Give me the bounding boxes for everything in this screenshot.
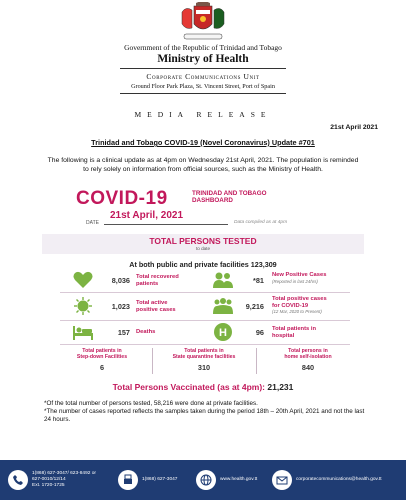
phone-icon [8, 470, 28, 490]
self-isolation-value: 840 [301, 363, 315, 372]
intro-paragraph: The following is a clinical update as at 4pm on Wednesday 21st April, 2021. The population is reminded to rely solely on information from official sources, such as the Ministry of Health. [47, 157, 359, 173]
new-cases-sublabel: (Reported in last 24hrs) [272, 278, 318, 284]
column-separator [256, 348, 257, 374]
step-down-label-line2: Step-down Facilities [76, 354, 128, 360]
deaths-label: Deaths [136, 329, 156, 335]
footer-phone [8, 460, 96, 500]
new-cases-label [272, 272, 326, 285]
to-date-label: to date [195, 246, 211, 251]
dashboard-subtitle-line1: TRINIDAD AND TOBAGO [192, 190, 267, 197]
contact-footer [0, 460, 406, 500]
facilities-total: At both public and private facilities 123,309 [129, 260, 277, 269]
total-positive-label [272, 296, 327, 316]
email-icon [272, 470, 292, 490]
total-positive-label-line2: for COVID-19 [272, 302, 309, 309]
self-isolation-label-line1: Total persons in [288, 348, 328, 354]
phone-line1: 1(868) 627-3047/ 623-8492 or [32, 471, 97, 476]
dashboard-date: 21st April, 2021 [110, 210, 184, 221]
new-cases-label-line1: New Positive Cases [272, 272, 327, 278]
step-down-label-line1: Total patients in [82, 348, 122, 354]
footnote-sample-period: *The number of cases reported reflects the samples taken during the period 18th – 20th April, 2021 and not the last 24 hours. [44, 408, 365, 423]
step-down-cell [54, 348, 150, 372]
state-quarantine-cell [154, 348, 254, 372]
phone-numbers [32, 471, 96, 489]
state-quarantine-label-line1: Total patients in [184, 348, 224, 354]
ministry-name: Ministry of Health [157, 53, 249, 65]
dashboard-date-line [104, 224, 228, 225]
svg-text:H: H [219, 327, 227, 339]
hospital-label-line2: hospital [272, 332, 295, 339]
vaccinated-label: Total Persons Vaccinated (as at 4pm): [112, 382, 266, 392]
fax-number: 1(868) 627-3047 [142, 477, 178, 482]
header-rule [120, 68, 286, 69]
globe-icon [196, 470, 216, 490]
row-divider [60, 344, 350, 345]
recovered-label [136, 274, 179, 287]
media-release-heading: MEDIA RELEASE [134, 110, 272, 119]
dashboard-title: COVID-19 [76, 188, 168, 209]
active-value: 1,023 [111, 302, 130, 311]
fax-icon [118, 470, 138, 490]
unit-name: Corporate Communications Unit [146, 72, 260, 81]
compiled-note: Data compiled as at 4pm [234, 220, 288, 225]
website-link[interactable]: www.health.gov.tt [220, 477, 258, 482]
self-isolation-label-line2: home self-isolation [284, 354, 332, 360]
total-tested-label: TOTAL PERSONS TESTED [149, 236, 257, 246]
state-quarantine-label-line2: State quarantine facilities [172, 354, 236, 360]
footer-email[interactable] [272, 460, 382, 500]
hospital-label-line1: Total patients in [272, 326, 317, 332]
heart-icon [72, 270, 94, 290]
column-separator [152, 348, 153, 374]
state-quarantine-value: 310 [197, 363, 211, 372]
government-name: Government of the Republic of Trinidad and Tobago [124, 43, 282, 52]
hospital-value: 96 [255, 328, 264, 337]
release-date: 21st April 2021 [330, 124, 378, 131]
step-down-value: 6 [99, 363, 105, 372]
new-cases-value: *81 [253, 276, 264, 285]
active-label-line2: positive cases [136, 306, 176, 313]
vaccinated-value: 21,231 [267, 382, 294, 392]
virus-icon [72, 296, 94, 316]
header-rule-bottom [120, 93, 286, 94]
active-label-line1: Total active [136, 300, 168, 306]
footer-website[interactable] [196, 460, 257, 500]
unit-address: Ground Floor Park Plaza, St. Vincent Street, Port of Spain [131, 83, 275, 90]
vaccinated-line [40, 382, 366, 392]
phone-line2: 627-0010/12/14 [32, 477, 66, 482]
total-positive-value: 9,216 [245, 302, 264, 311]
self-isolation-cell [258, 348, 358, 372]
row-divider [60, 320, 350, 321]
dashboard-subtitle [192, 190, 267, 204]
footer-fax [118, 460, 177, 500]
update-title: Trinidad and Tobago COVID-19 (Novel Coronavirus) Update #701 [91, 138, 315, 147]
footnotes [44, 400, 370, 424]
dashboard-subtitle-line2: DASHBOARD [192, 197, 233, 204]
total-positive-sublabel: (12 Mar, 2020 to Present) [272, 309, 322, 314]
people-icon [212, 270, 234, 290]
recovered-value: 8,036 [111, 276, 130, 285]
covid-dashboard [40, 184, 366, 396]
dashboard-date-label: DATE [86, 220, 99, 226]
row-divider [60, 292, 350, 293]
hospital-h-icon [212, 322, 234, 342]
footnote-private-tests: *Of the total number of persons tested, 58,216 were done at private facilities. [44, 400, 258, 407]
deaths-value: 157 [117, 328, 130, 337]
total-positive-label-line1: Total positive cases [272, 296, 327, 302]
email-link[interactable]: corporatecommunications@health.gov.tt [296, 477, 382, 482]
group-icon [212, 296, 234, 316]
hospital-bed-icon [72, 322, 94, 342]
phone-line3: Ext. 1720-1725 [32, 483, 65, 488]
recovered-label-line2: patients [136, 280, 159, 287]
hospital-label [272, 326, 316, 339]
recovered-label-line1: Total recovered [136, 274, 179, 280]
coat-of-arms-logo [176, 2, 230, 42]
active-label [136, 300, 176, 313]
